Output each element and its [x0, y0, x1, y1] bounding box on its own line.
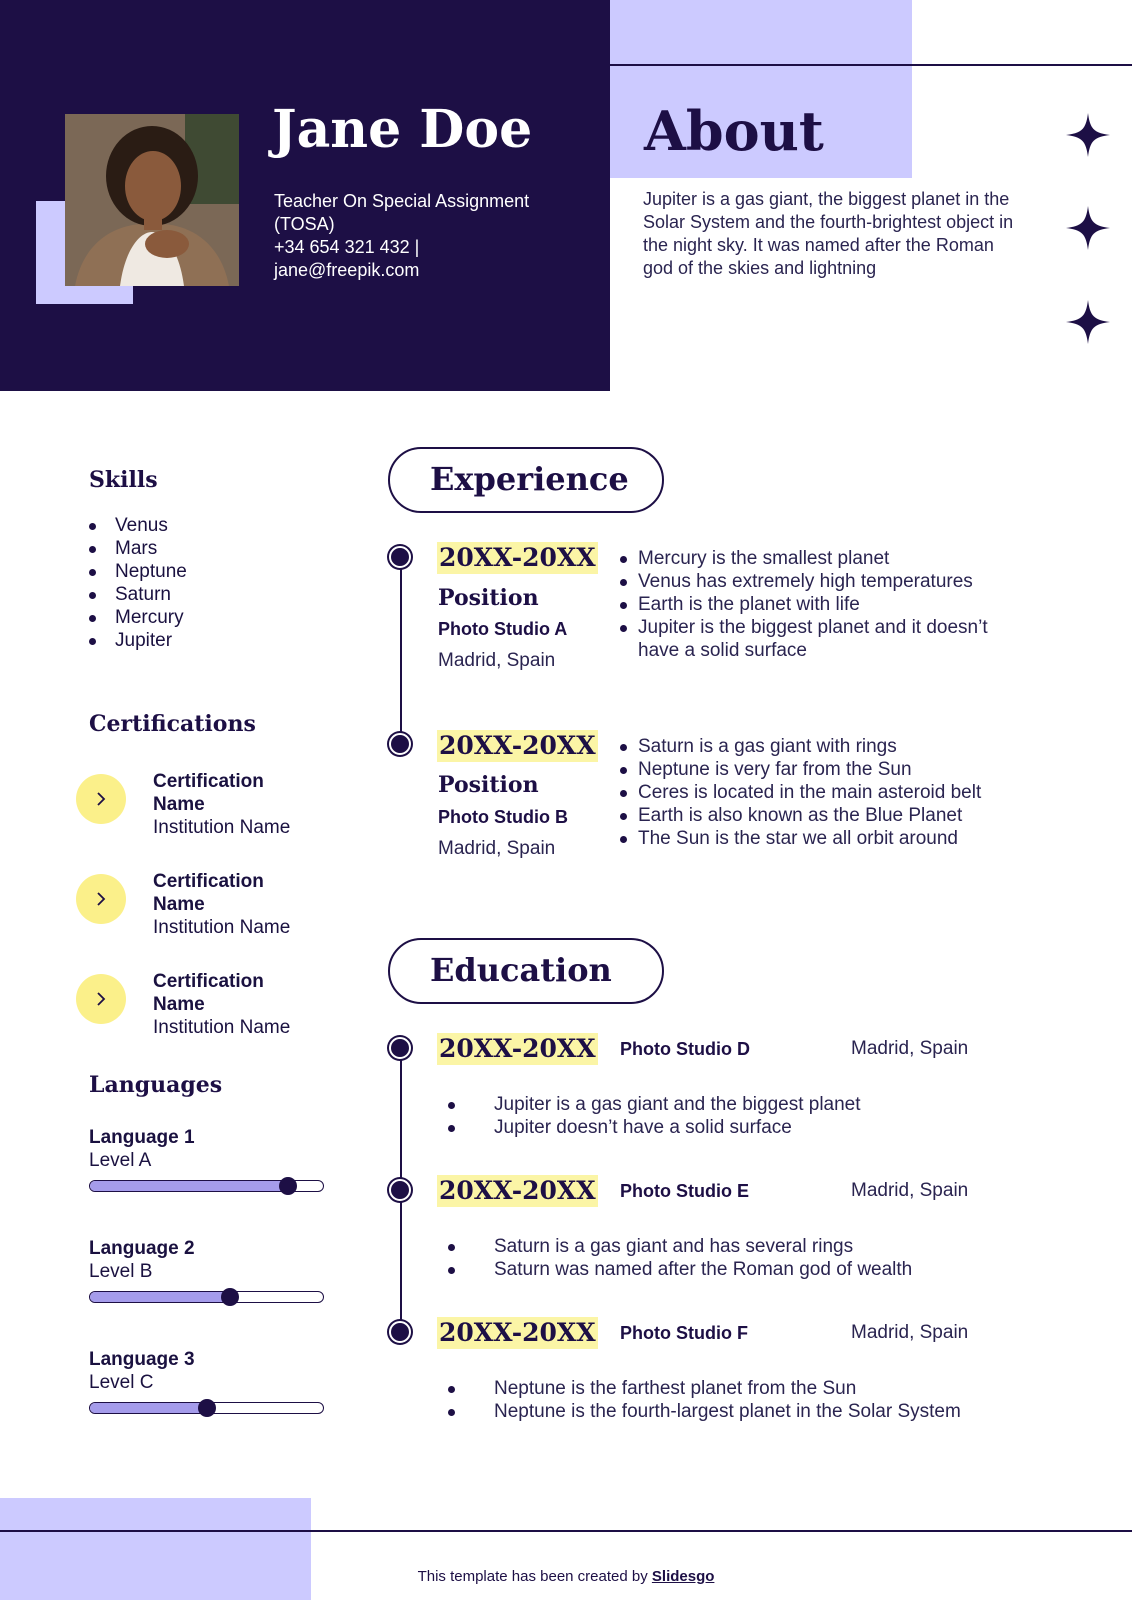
- timeline-dot: [389, 546, 411, 568]
- education-bullets: [448, 1377, 1008, 1423]
- institution-name: Institution Name: [153, 817, 291, 838]
- experience-studio: Photo Studio B: [438, 807, 568, 827]
- list-item: Jupiter doesn’t have a solid surface: [448, 1116, 1008, 1139]
- language-name: Language 3: [89, 1349, 195, 1370]
- language-proficiency-slider: [89, 1180, 324, 1192]
- education-date: 20XX-20XX: [439, 1176, 596, 1205]
- education-studio: Photo Studio F: [620, 1323, 748, 1343]
- education-bullets: [448, 1093, 1008, 1139]
- skill-item: Venus: [89, 514, 187, 537]
- timeline-dot: [389, 1321, 411, 1343]
- about-text: Jupiter is a gas giant, the biggest planet in the Solar System and the fourth-brightest object in the night sky. It was named after the Roman god of the skies and lightning: [643, 189, 1014, 278]
- education-studio: Photo Studio D: [620, 1039, 750, 1059]
- language-item: [89, 1348, 329, 1428]
- skill-item: Mercury: [89, 606, 187, 629]
- certification-name: Certification Name: [153, 771, 264, 815]
- certification-name: Certification Name: [153, 971, 264, 1015]
- certification-item: [76, 870, 356, 940]
- language-item: [89, 1126, 329, 1206]
- experience-heading: Experience: [430, 460, 629, 498]
- experience-position: Position: [438, 772, 539, 798]
- list-item: Jupiter is a gas giant and the biggest planet: [448, 1093, 1008, 1116]
- experience-bullets: [620, 735, 1020, 850]
- slider-fill: [90, 1403, 207, 1413]
- language-level: Level B: [89, 1261, 153, 1282]
- language-proficiency-slider: [89, 1402, 324, 1414]
- slider-fill: [90, 1292, 230, 1302]
- language-item: [89, 1237, 329, 1317]
- about-title: About: [644, 99, 824, 163]
- job-title-line-2: (TOSA): [274, 214, 335, 234]
- education-location: Madrid, Spain: [851, 1322, 969, 1343]
- certification-item: [76, 970, 356, 1040]
- chevron-right-icon: [76, 774, 126, 824]
- sparkle-star-icon: [1066, 113, 1110, 157]
- timeline-dot: [389, 1037, 411, 1059]
- education-heading: Education: [430, 951, 612, 989]
- profile-photo: [65, 114, 239, 286]
- list-item: Saturn is a gas giant and has several rings: [448, 1235, 1008, 1258]
- experience-date: 20XX-20XX: [439, 543, 596, 572]
- slider-fill: [90, 1181, 288, 1191]
- list-item: Ceres is located in the main asteroid belt: [620, 781, 1020, 804]
- education-location: Madrid, Spain: [851, 1180, 969, 1201]
- list-item: Saturn is a gas giant with rings: [620, 735, 1020, 758]
- slider-knob: [221, 1288, 239, 1306]
- chevron-right-icon: [76, 974, 126, 1024]
- experience-date: 20XX-20XX: [439, 731, 596, 760]
- experience-studio: Photo Studio A: [438, 619, 568, 639]
- list-item: Venus has extremely high temperatures: [620, 570, 1020, 593]
- languages-heading: Languages: [89, 1072, 223, 1098]
- sparkle-star-icon: [1066, 300, 1110, 344]
- skill-item: Neptune: [89, 560, 187, 583]
- header-divider: [610, 64, 1132, 66]
- certification-item: [76, 770, 356, 840]
- list-item: Earth is also known as the Blue Planet: [620, 804, 1020, 827]
- list-item: The Sun is the star we all orbit around: [620, 827, 1020, 850]
- education-bullets: [448, 1235, 1008, 1281]
- job-title-line-1: Teacher On Special Assignment: [274, 191, 530, 211]
- education-heading-pill: [388, 938, 664, 1004]
- timeline-dot: [389, 1179, 411, 1201]
- education-date: 20XX-20XX: [439, 1318, 596, 1347]
- language-proficiency-slider: [89, 1291, 324, 1303]
- institution-name: Institution Name: [153, 1017, 291, 1038]
- language-level: Level A: [89, 1150, 152, 1171]
- skill-item: Saturn: [89, 583, 187, 606]
- list-item: Mercury is the smallest planet: [620, 547, 1020, 570]
- person-name: Jane Doe: [272, 99, 533, 160]
- timeline-dot: [389, 733, 411, 755]
- experience-location: Madrid, Spain: [438, 838, 556, 859]
- phone-number: +34 654 321 432 |: [274, 237, 420, 257]
- experience-bullets: [620, 547, 1020, 662]
- credit-text: This template has been created by: [417, 1568, 652, 1585]
- certification-name: Certification Name: [153, 871, 264, 915]
- list-item: Jupiter is the biggest planet and it doesn’t have a solid surface: [620, 616, 1020, 662]
- slider-knob: [198, 1399, 216, 1417]
- institution-name: Institution Name: [153, 917, 291, 938]
- experience-timeline-line: [400, 557, 402, 745]
- language-name: Language 2: [89, 1238, 195, 1259]
- skill-item: Jupiter: [89, 629, 187, 652]
- education-studio: Photo Studio E: [620, 1181, 749, 1201]
- skill-item: Mars: [89, 537, 187, 560]
- certifications-heading: Certifications: [89, 711, 256, 737]
- list-item: Neptune is the fourth-largest planet in the Solar System: [448, 1400, 1008, 1423]
- sparkle-star-icon: [1066, 206, 1110, 250]
- list-item: Earth is the planet with life: [620, 593, 1020, 616]
- skills-heading: Skills: [89, 467, 158, 493]
- language-level: Level C: [89, 1372, 154, 1393]
- experience-position: Position: [438, 585, 539, 611]
- education-date: 20XX-20XX: [439, 1034, 596, 1063]
- experience-location: Madrid, Spain: [438, 650, 556, 671]
- language-name: Language 1: [89, 1127, 195, 1148]
- education-location: Madrid, Spain: [851, 1038, 969, 1059]
- contact-info: [274, 190, 594, 282]
- chevron-right-icon: [76, 874, 126, 924]
- slidesgo-link[interactable]: Slidesgo: [651, 1568, 715, 1585]
- list-item: Neptune is the farthest planet from the Sun: [448, 1377, 1008, 1400]
- experience-heading-pill: [388, 447, 664, 513]
- template-credit: [0, 1568, 1132, 1585]
- email-address[interactable]: jane@freepik.com: [274, 260, 420, 280]
- list-item: Neptune is very far from the Sun: [620, 758, 1020, 781]
- slider-knob: [279, 1177, 297, 1195]
- footer-divider: [0, 1530, 1132, 1532]
- skills-list: [89, 514, 187, 652]
- list-item: Saturn was named after the Roman god of wealth: [448, 1258, 1008, 1281]
